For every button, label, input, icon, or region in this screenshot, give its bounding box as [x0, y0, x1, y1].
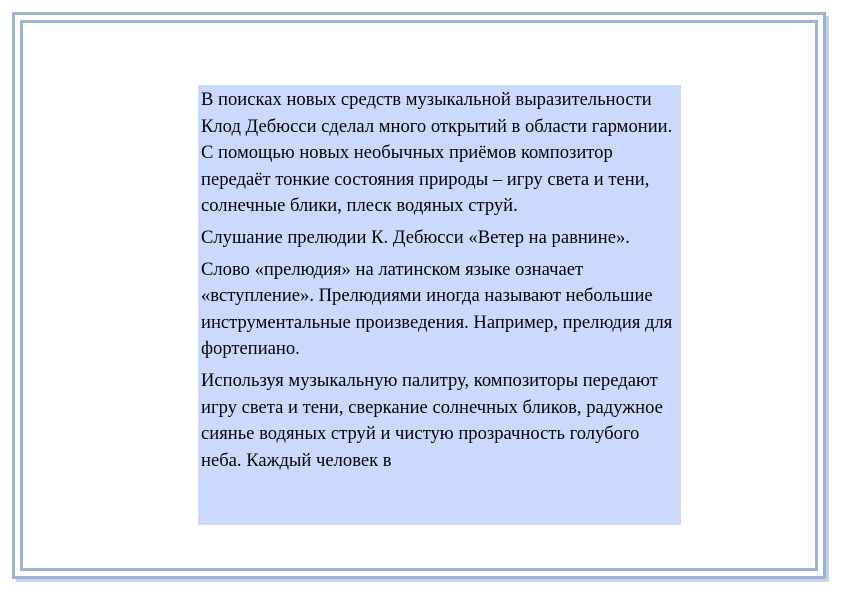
text-block: [198, 85, 681, 525]
frame-shadow-right: [826, 16, 829, 582]
paragraph-prelude-definition: Слово «прелюдия» на латинском языке означает «вступление». Прелюдиями иногда называют небольшие инструментальные произведения. Например, прелюдия для фортепиано.: [201, 258, 673, 360]
paragraph-musical-palette: Используя музыкальную палитру, композиторы передают игру света и тени, сверкание солнечных бликов, радужное сиянье водяных струй и чистую прозрачность голубого неба. Каждый человек в: [201, 369, 663, 471]
paragraph-debussy-harmony: В поисках новых средств музыкальной выразительности Клод Дебюсси сделал много открытий в области гармонии. С помощью новых необычных приёмов композитор передаёт тонкие состояния природы – игру света и тени, солнечные блики, плеск водяных струй.: [201, 89, 673, 217]
paragraph-listening: Слушание прелюдии К. Дебюсси «Ветер на равнине».: [201, 226, 630, 248]
frame-shadow-bottom: [16, 579, 829, 582]
